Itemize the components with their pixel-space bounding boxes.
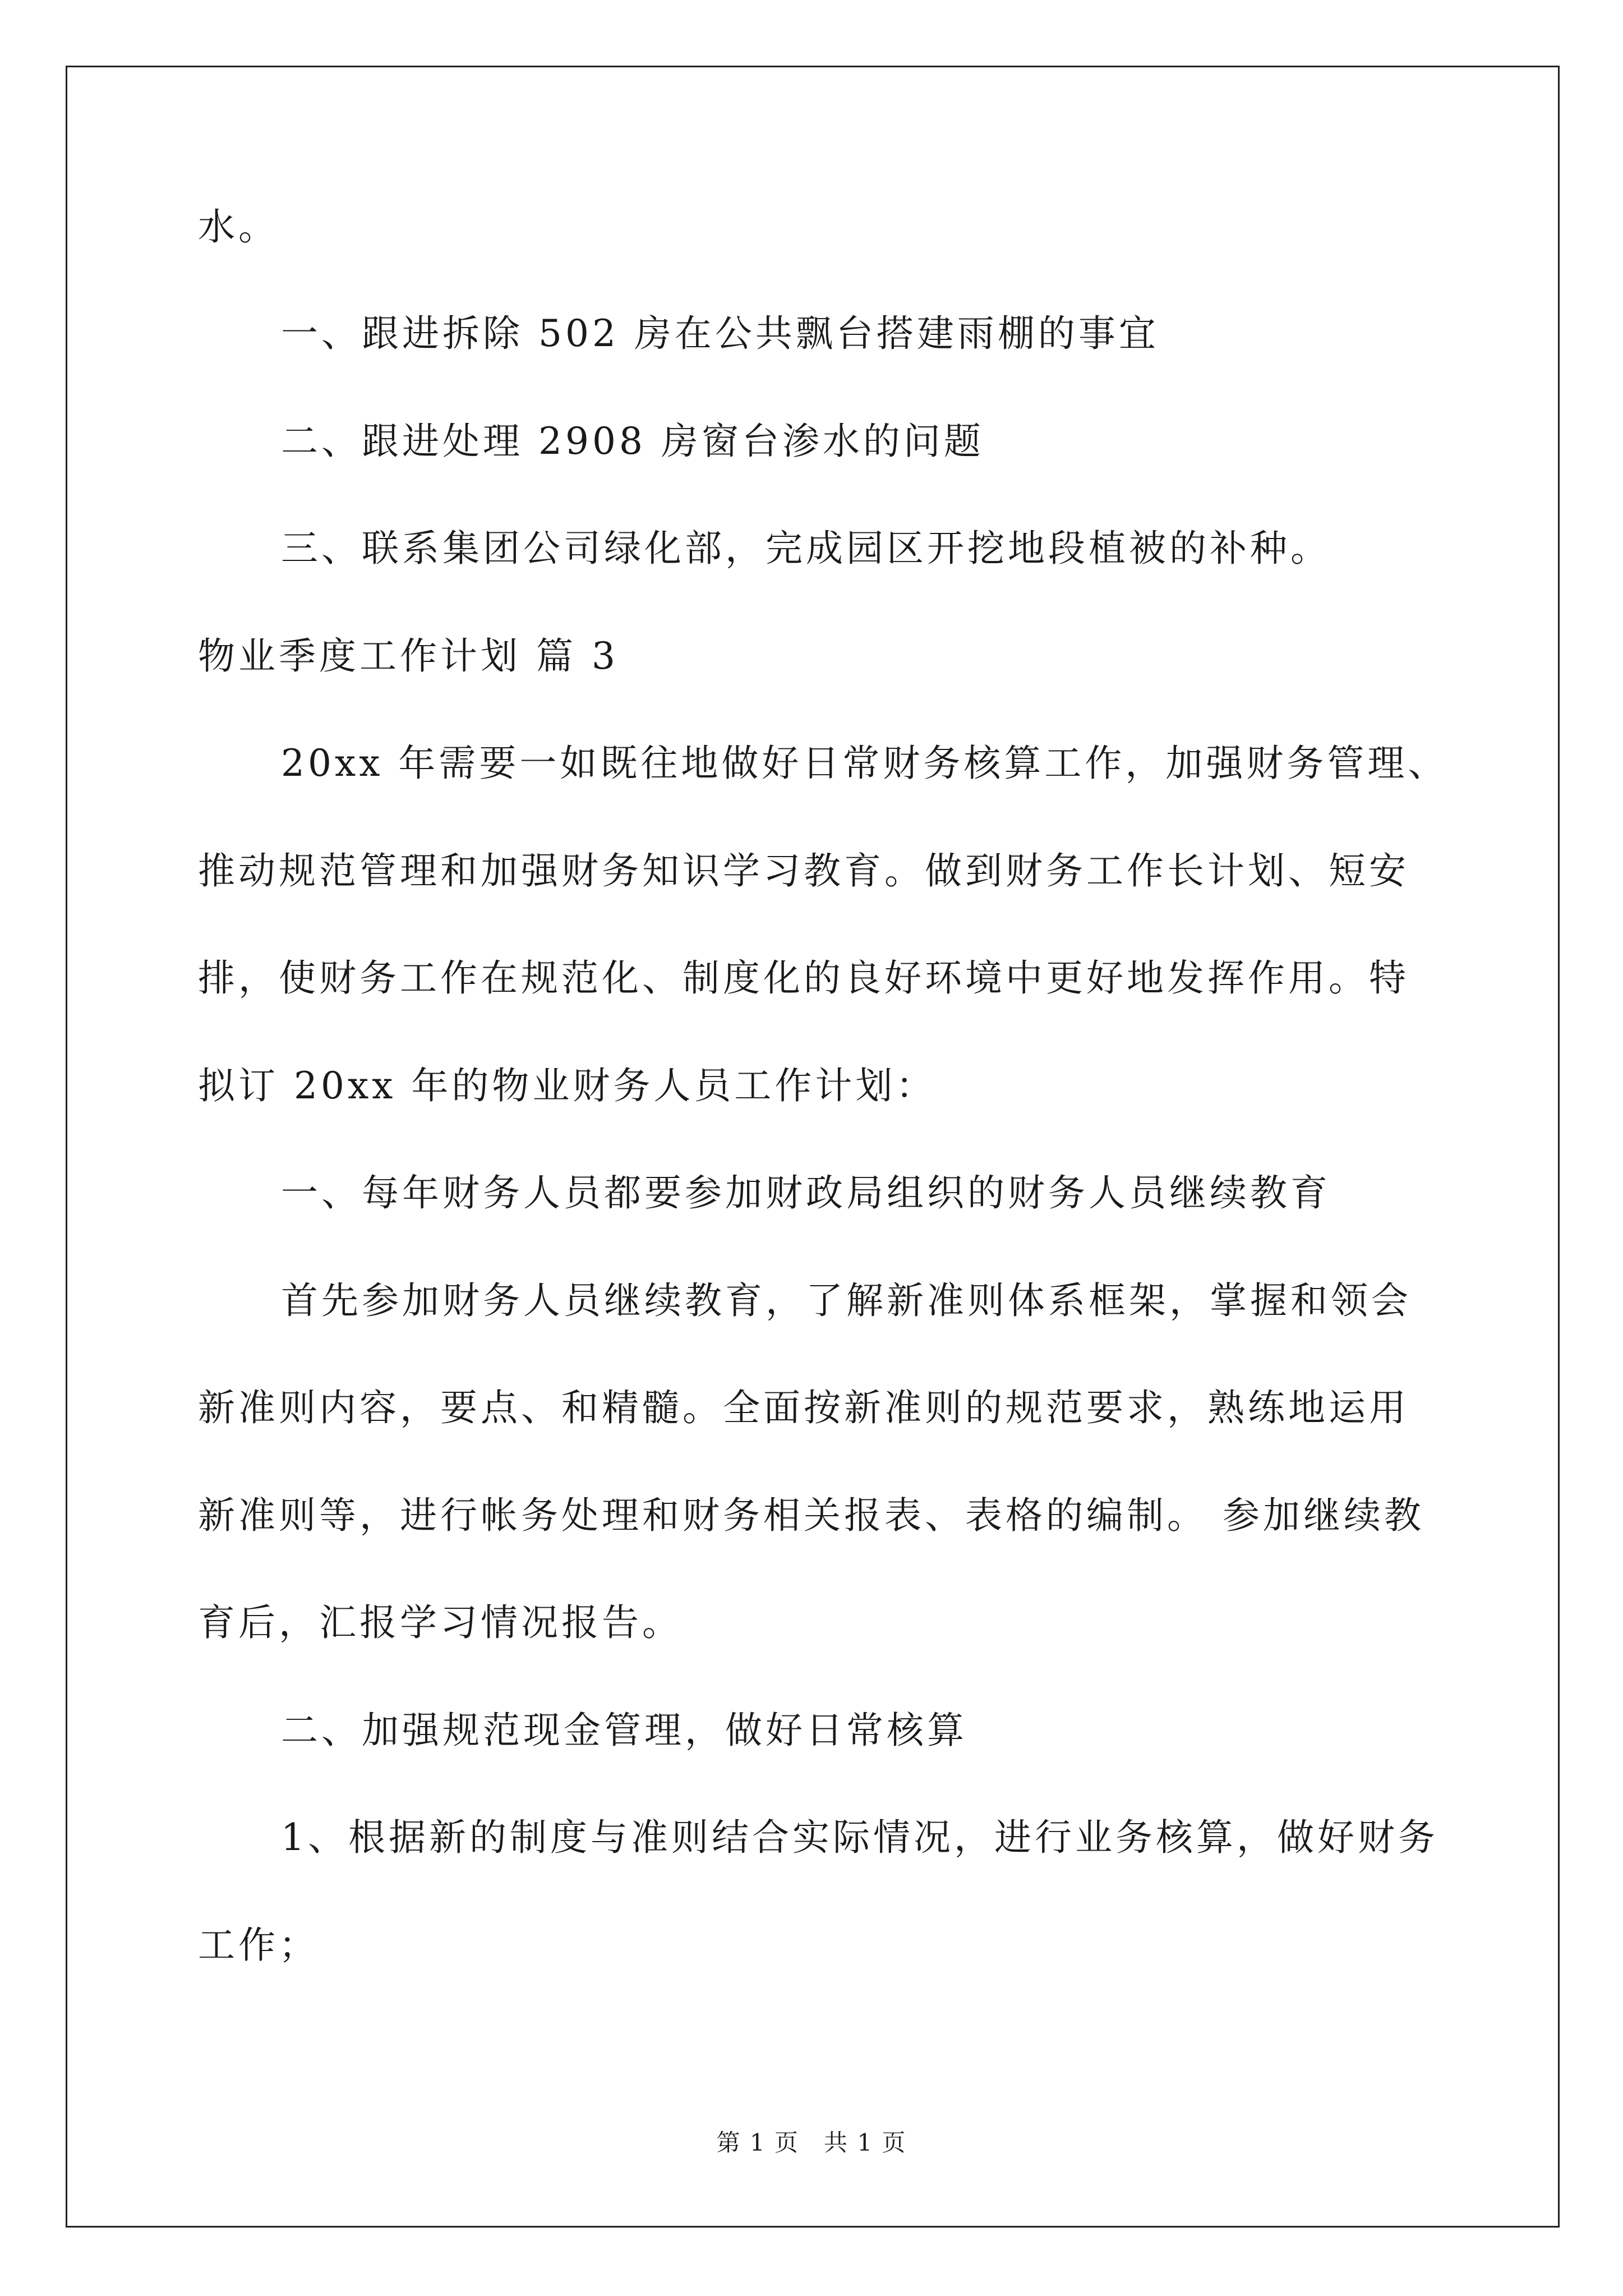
paragraph-line: 拟订 20xx 年的物业财务人员工作计划： — [198, 1064, 937, 1107]
paragraph-line: 一、跟进拆除 502 房在公共飘台搭建雨棚的事宜 — [281, 312, 1159, 355]
paragraph-line: 新准则等，进行帐务处理和财务相关报表、表格的编制。 参加继续教 — [198, 1494, 1424, 1537]
paragraph-line: 新准则内容，要点、和精髓。全面按新准则的规范要求，熟练地运用 — [198, 1386, 1409, 1429]
paragraph-line: 二、跟进处理 2908 房窗台渗水的问题 — [281, 420, 984, 463]
paragraph-line: 一、每年财务人员都要参加财政局组织的财务人员继续教育 — [281, 1171, 1331, 1214]
paragraph-line: 首先参加财务人员继续教育，了解新准则体系框架，掌握和领会 — [281, 1279, 1412, 1322]
paragraph-line: 水。 — [198, 205, 279, 249]
paragraph-line: 1、根据新的制度与准则结合实际情况，进行业务核算，做好财务 — [281, 1816, 1438, 1859]
paragraph-line: 二、加强规范现金管理，做好日常核算 — [281, 1709, 967, 1752]
paragraph-line: 三、联系集团公司绿化部，完成园区开挖地段植被的补种。 — [281, 527, 1331, 570]
paragraph-line: 推动规范管理和加强财务知识学习教育。做到财务工作长计划、短安 — [198, 849, 1409, 892]
page-border — [66, 66, 1560, 2228]
paragraph-line: 育后，汇报学习情况报告。 — [198, 1601, 683, 1644]
paragraph-line: 工作； — [198, 1924, 319, 1967]
page-number-footer: 第 1 页 共 1 页 — [716, 2129, 907, 2156]
section-heading: 物业季度工作计划 篇 3 — [198, 634, 619, 678]
paragraph-line: 20xx 年需要一如既往地做好日常财务核算工作，加强财务管理、 — [281, 742, 1449, 785]
paragraph-line: 排，使财务工作在规范化、制度化的良好环境中更好地发挥作用。特 — [198, 956, 1409, 1000]
